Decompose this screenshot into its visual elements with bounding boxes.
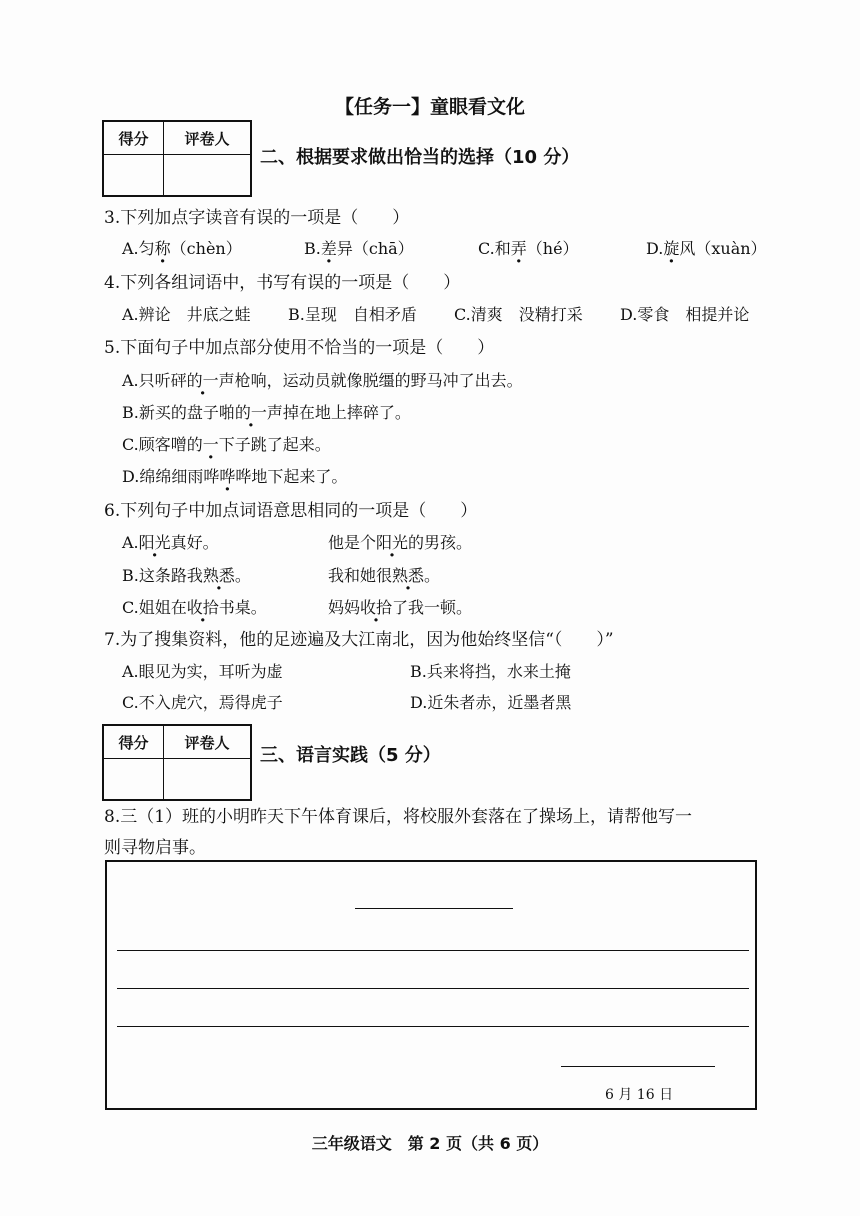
emphasis-dot-text: 噌的一下子 · <box>171 435 251 454</box>
emphasis-dot-text: 称 <box>154 239 171 258</box>
emphasis-dot-text: 阳光 <box>376 533 409 552</box>
q8-stem-line2: 则寻物启事。 <box>104 838 206 858</box>
q6-option-c-second: 妈妈收拾了我一顿。 <box>328 598 473 617</box>
q6-stem: 6.下列句子中加点词语意思相同的一项是（ ） <box>104 501 478 521</box>
q4-stem: 4.下列各组词语中，书写有误的一项是（ ） <box>104 273 461 293</box>
q5-option-d[interactable]: D.绵绵细雨哗哗哗地下起来了。 <box>122 467 348 486</box>
body-writing-line[interactable] <box>117 988 749 989</box>
q5-stem: 5.下面句子中加点部分使用不恰当的一项是（ ） <box>104 338 495 358</box>
answer-box[interactable] <box>105 860 757 1110</box>
q7-option-c[interactable]: C.不入虎穴，焉得虎子 <box>122 693 283 712</box>
section3-heading: 三、语言实践（5 分） <box>260 745 441 766</box>
q8-stem-line1: 8.三（1）班的小明昨天下午体育课后，将校服外套落在了操场上，请帮他写一 <box>104 807 693 827</box>
q6-option-b[interactable]: B.这条路我熟悉。 <box>122 566 251 585</box>
emphasis-dot-text: 弄 <box>510 239 527 258</box>
q3-option-b[interactable]: B.差异（chā） <box>304 239 414 258</box>
q3-stem: 3.下列加点字读音有误的一项是（ ） <box>104 208 410 228</box>
emphasis-dot-text: 收拾 <box>186 598 219 617</box>
body-writing-line[interactable] <box>117 1026 749 1027</box>
grader-label: 评卷人 <box>163 122 250 155</box>
page-title: 【任务一】童眼看文化 <box>334 96 525 118</box>
emphasis-dot-text: 阳光 <box>138 533 171 552</box>
emphasis-dot-text: 熟悉 <box>202 566 235 585</box>
score-label: 得分 <box>104 726 164 759</box>
emphasis-dot-text: 砰的一声 <box>170 371 235 390</box>
emphasis-dot-text: 熟悉 <box>392 566 425 585</box>
q7-option-a[interactable]: A.眼见为实，耳听为虚 <box>122 662 283 681</box>
q6-option-b-second: 我和她很熟悉。 <box>328 566 441 585</box>
grader-cell[interactable] <box>163 155 250 196</box>
q5-option-a[interactable]: A.只听砰的一声枪响，运动员就像脱缰的野马冲了出去。 <box>122 371 523 390</box>
q3-option-d[interactable]: D.旋风（xuàn） <box>646 239 767 258</box>
grader-label: 评卷人 <box>163 726 250 759</box>
q5-option-b[interactable]: B.新买的盘子啪的一声掉在地上摔碎了。 <box>122 403 411 422</box>
emphasis-dot-text: 差 <box>320 239 337 258</box>
q3-option-c[interactable]: C.和弄（hé） <box>478 239 579 258</box>
q6-option-a[interactable]: A.阳光真好。 <box>122 533 219 552</box>
q4-option-a[interactable]: A.辨论 井底之蛙 <box>122 305 251 324</box>
q5-option-c[interactable]: C.顾客噌的一下子 ·跳了起来。 <box>122 432 331 455</box>
q7-option-d[interactable]: D.近朱者赤，近墨者黑 <box>410 693 572 712</box>
score-box-section3 <box>102 724 252 801</box>
score-cell[interactable] <box>104 155 164 196</box>
emphasis-dot-text: 旋 <box>663 239 680 258</box>
section2-heading: 二、根据要求做出恰当的选择（10 分） <box>260 147 580 168</box>
body-writing-line[interactable] <box>117 950 749 951</box>
q4-option-c[interactable]: C.清爽 没精打采 <box>454 305 583 324</box>
notice-date: 6 月 16 日 <box>605 1087 674 1103</box>
emphasis-dot-text: 啪的一声 <box>218 403 283 422</box>
q6-option-a-second: 他是个阳光的男孩。 <box>328 533 473 552</box>
q7-stem: 7.为了搜集资料，他的足迹遍及大江南北，因为他始终坚信“（ ）” <box>104 630 614 650</box>
emphasis-dot-text: 收拾 <box>360 598 393 617</box>
emphasis-dot-text: 哗哗哗 <box>203 467 252 486</box>
q4-option-d[interactable]: D.零食 相提并论 <box>620 305 750 324</box>
score-cell[interactable] <box>104 759 164 800</box>
score-label: 得分 <box>104 122 164 155</box>
q3-option-a[interactable]: A.匀称（chèn） <box>122 239 242 258</box>
signature-writing-line[interactable] <box>561 1066 715 1067</box>
q4-option-b[interactable]: B.呈现 自相矛盾 <box>288 305 417 324</box>
score-box-section2 <box>102 120 252 197</box>
q7-option-b[interactable]: B.兵来将挡，水来土掩 <box>410 662 571 681</box>
title-writing-line[interactable] <box>355 908 513 909</box>
page-footer: 三年级语文 第 2 页（共 6 页） <box>311 1134 549 1153</box>
grader-cell[interactable] <box>163 759 250 800</box>
q6-option-c[interactable]: C.姐姐在收拾书桌。 <box>122 598 267 617</box>
